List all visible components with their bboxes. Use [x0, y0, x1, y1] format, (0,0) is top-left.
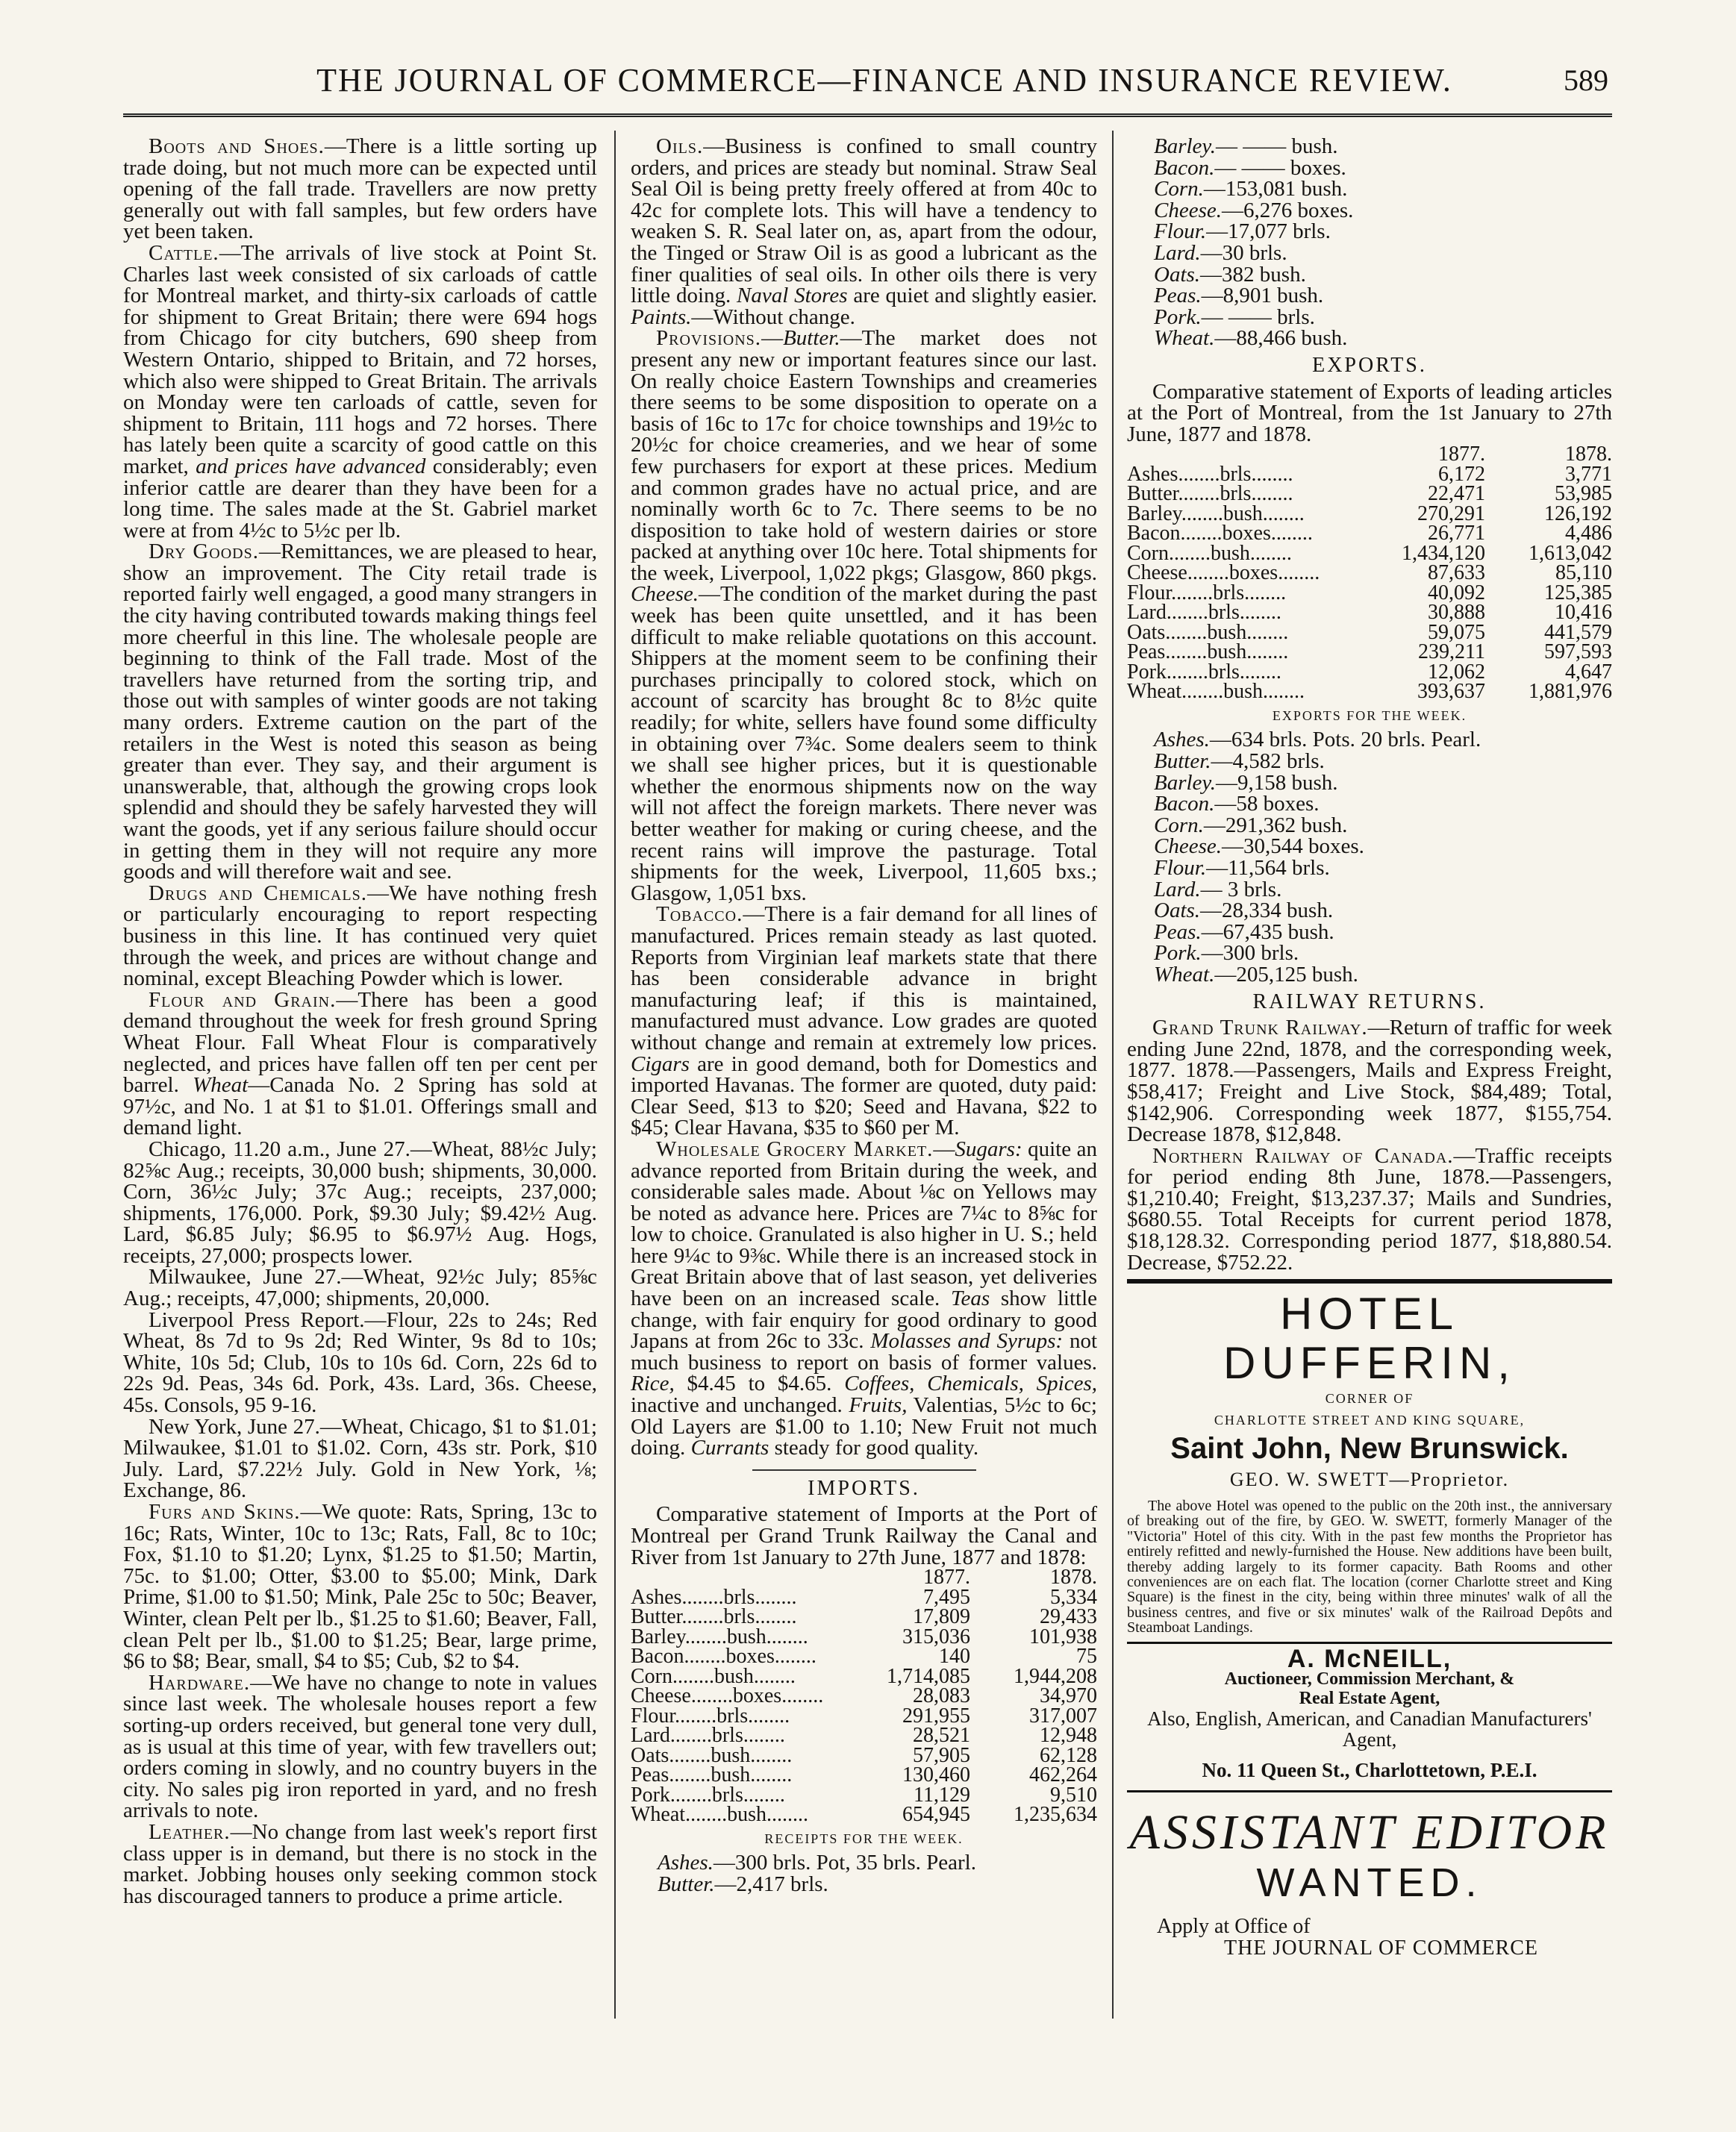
value-1878: 9,510	[1050, 1783, 1097, 1807]
unit-label: bush	[1211, 541, 1250, 565]
commodity-label: Pork	[631, 1783, 670, 1807]
assistant-editor-title: ASSISTANT EDITOR	[1129, 1805, 1610, 1860]
journal-line: THE JOURNAL OF COMMERCE	[1224, 1936, 1538, 1960]
ad-rule	[1127, 1790, 1612, 1792]
value-1878: 3,771	[1565, 462, 1612, 486]
unit-label: bush	[1223, 680, 1263, 704]
value-1877: 17,809	[913, 1605, 970, 1629]
unit-label: boxes	[725, 1645, 775, 1669]
column-middle	[631, 136, 1097, 1895]
leader-dots: ........	[748, 1704, 790, 1728]
column-right	[1127, 136, 1612, 1959]
leader-dots: ........	[753, 1664, 796, 1688]
value-1878: 441,579	[1544, 620, 1612, 644]
commodity-label: Peas	[631, 1763, 669, 1787]
hardware-paragraph: Hardware.—We have no change to note in values since last week. The wholesale houses report a few sorting-up orders received, but general tone very dull, as is usual at this time of year, with few travellers out; orders coming in slowly, and no country buyers in the city. No sales pig iron reported in yard, and no fresh arrivals to note.	[123, 1670, 597, 1823]
value-1877: 239,211	[1418, 640, 1485, 664]
leader-dots: ........	[1249, 541, 1292, 565]
leader-dots: ........	[1187, 561, 1229, 585]
commodity-label: Oats	[1127, 620, 1166, 644]
ad-rule	[1127, 1279, 1612, 1284]
table-row	[1127, 682, 1612, 702]
value-1877: 30,888	[1428, 601, 1485, 625]
value-1877: 11,129	[914, 1783, 970, 1807]
column-divider	[1112, 131, 1114, 2019]
value-1877: 1,714,085	[887, 1664, 970, 1688]
leader-dots: ........	[1262, 680, 1305, 704]
leader-dots: ........	[690, 1684, 733, 1708]
cattle-paragraph: Cattle.—The arrivals of live stock at Point St. Charles last week consisted of six carloads of cattle for Montreal market, and thirty-six carloads of cattle for shipment to Great Britain; there were 694 hogs from Chicago for city butchers, 690 sheep from Western Ontario, shipped to Britain, and 72 horses, which also were shipped to Great Britain. The arrivals on Monday were ten carloads of cattle, seven for shipment to Britain, 111 hogs and 72 horses. There has lately been quite a scarcity of good cattle on this market, and prices have advanced considerably; even inferior cattle are dearer than they have been for a long time. The sales made at the St. Gabriel market were at from 4½c to 5½c per lb.	[123, 240, 598, 543]
commodity-label: Flour	[1127, 581, 1172, 604]
value-1878: 597,593	[1544, 640, 1612, 664]
leader-dots: ........	[1251, 482, 1293, 506]
commodity-label: Cheese	[1127, 561, 1187, 585]
commodity-label: Wheat	[631, 1803, 686, 1827]
leader-dots: ........	[755, 1585, 797, 1609]
leader-dots: ........	[685, 1803, 728, 1827]
unit-label: bush	[714, 1664, 754, 1688]
value-1877: 22,471	[1428, 482, 1485, 506]
commodity-label: Oats	[631, 1743, 669, 1767]
list-item: Oats.—382 bush.	[1154, 262, 1306, 287]
unit-label: boxes	[1228, 561, 1278, 585]
leader-dots: ........	[743, 1724, 785, 1748]
list-item: Flour.—17,077 brls.	[1154, 219, 1331, 244]
column-divider	[614, 131, 616, 2019]
list-item: Barley.—9,158 bush.	[1154, 770, 1338, 795]
hotel-corner: CORNER OF	[1325, 1391, 1414, 1407]
commodity-label: Barley	[631, 1625, 685, 1648]
value-1877: 40,092	[1428, 581, 1485, 604]
unit-label: brls	[723, 1585, 755, 1609]
unit-label: bush	[1207, 620, 1247, 644]
value-1878: 125,385	[1544, 581, 1612, 604]
value-1877: 130,460	[902, 1763, 970, 1787]
northern-railway-paragraph: Northern Railway of Canada.—Traffic receipts for period ending 8th June, 1878.—Passengers, $1,210.40; Freight, $13,237.37; Mails and Sundries, $680.55. Total Receipts for current period 1878, $18,128.32. Corresponding period 1877, $18,880.54. Decrease, $752.22.	[1127, 1143, 1613, 1275]
mcneill-name: A. McNEILL,	[1287, 1644, 1452, 1673]
list-item: Lard.—30 brls.	[1154, 240, 1287, 265]
value-1878: 101,938	[1029, 1625, 1097, 1648]
exports-week-title: EXPORTS FOR THE WEEK.	[1272, 707, 1467, 723]
leader-dots: ........	[766, 1803, 808, 1827]
list-item: Barley.— —— bush.	[1154, 134, 1338, 158]
hotel-streets: CHARLOTTE STREET AND KING SQUARE,	[1214, 1412, 1526, 1428]
commodity-label: Wheat	[1127, 680, 1182, 704]
commodity-label: Pork	[1127, 660, 1167, 684]
list-item: Lard.— 3 brls.	[1154, 877, 1282, 901]
leader-dots: ........	[681, 1585, 724, 1609]
section-rule	[752, 1469, 976, 1471]
provisions-paragraph: Provisions.—Butter.—The market does not present any new or important features since our last. On really choice Eastern Townships and creameries there seems to be some disposition to operate on a basis of 16c to 17c for choice townships and 19½c to 20½c for choice creameries, and we hear of some few purchasers for export at these prices. Medium and common grades have no actual price, and are nominally worth 6c to 7c. There seems to be no disposition to take hold of western dairies or store packed at anything over 10c here. Total shipments for the week, Liverpool, 1,022 pkgs; Glasgow, 860 pkgs. Cheese.—The condition of the market during the past week has been quite unsettled, and it has been difficult to make reliable quotations on this account. Shippers at the moment seem to be confining their purchases principally to colored stock, which on account of scarcity has brought 8c to 8½c quite readily; for white, sellers have found some difficulty in obtaining over 7¾c. Some dealers seem to think we shall see higher prices, but it is questionable whether the enormous shipments now on the way will not affect the foreign markets. There never was better weather for making or curing cheese, and the recent rains will improve the pasturage. Total shipments for the week, Liverpool, 11,605 bxs.; Glasgow, 1,051 bxs.	[631, 326, 1097, 905]
list-item: Corn.—291,362 bush.	[1154, 813, 1348, 837]
newyork-paragraph: New York, June 27.—Wheat, Chicago, $1 to $1.01; Milwaukee, $1.01 to $1.02. Corn, 43s str. Pork, $10 July. Lard, $7.22½ July. Gold in New York, ⅛; Exchange, 86.	[123, 1414, 597, 1503]
unit-label: bush	[1223, 501, 1263, 525]
leader-dots: ........	[774, 1645, 817, 1669]
flour-grain-paragraph: Flour and Grain.—There has been a good demand throughout the week for fresh ground Spring Wheat Flour. Fall Wheat Flour is comparatively neglected, and prices have fallen off ten per cent per barrel. Wheat—Canada No. 2 Spring has sold at 97½c, and No. 1 at $1 to $1.01. Offerings small and demand light.	[123, 987, 598, 1140]
value-1878: 317,007	[1029, 1704, 1097, 1728]
leader-dots: ........	[750, 1743, 793, 1767]
list-item: Peas.—8,901 bush.	[1154, 284, 1324, 308]
exports-intro: Comparative statement of Exports of leading articles at the Port of Montreal, from the 1st January to 27th June, 1877 and 1878.	[1127, 379, 1612, 446]
liverpool-paragraph: Liverpool Press Report.—Flour, 22s to 24s; Red Wheat, 8s 7d to 9s 2d; Red Winter, 9s 8d to 10s; White, 10s 5d; Club, 10s to 10s 6d. Corn, 22s 6d to 22s 9d. Peas, 34s 6d. Pork, 43s. Lard, 36s. Cheese, 45s. Consols, 95 9-16.	[123, 1307, 597, 1418]
unit-label: bush	[711, 1763, 751, 1787]
value-1877: 59,075	[1428, 620, 1485, 644]
value-1878: 4,486	[1565, 522, 1612, 545]
value-1877: 270,291	[1417, 501, 1485, 525]
list-item: Wheat.—88,466 bush.	[1154, 326, 1348, 351]
mcneill-line2: Real Estate Agent,	[1299, 1689, 1440, 1709]
ad-rule	[1127, 1642, 1612, 1644]
leader-dots: ........	[1178, 482, 1220, 506]
list-item: Bacon.— —— boxes.	[1154, 155, 1346, 180]
unit-label: boxes	[1222, 522, 1271, 545]
hotel-description: The above Hotel was opened to the public on the 20th inst., the anniversary of breaking out of the fire, by GEO. W. SWETT, formerly Manager of the "Victoria" Hotel of this city. With in the past few months the Proprietor has entirely refitted and newly-furnished the House. New additions have been built, thereby adding largely to its former capacity. Bath Rooms and other conveniences are on each flat. The location (corner Charlotte street and King Square) is the finest in the city, being within three minutes' walk of all the business centres, and five or six minutes' walk of the Railroad Depôts and Steamboat Landings.	[1127, 1498, 1612, 1636]
value-1877: 6,172	[1438, 462, 1485, 486]
value-1878: 10,416	[1555, 601, 1612, 625]
leader-dots: ........	[781, 1684, 824, 1708]
value-1878: 75	[1076, 1645, 1097, 1669]
mcneill-address: No. 11 Queen St., Charlottetown, P.E.I.	[1202, 1759, 1537, 1782]
unit-label: brls	[1220, 462, 1252, 486]
commodity-label: Corn	[1127, 541, 1169, 565]
value-1877: 140	[939, 1645, 970, 1669]
leader-dots: ........	[672, 1664, 714, 1688]
exports-title: EXPORTS.	[1312, 353, 1427, 377]
unit-label: brls	[1208, 660, 1240, 684]
value-1877: 1,434,120	[1402, 541, 1485, 565]
value-1878: 53,985	[1555, 482, 1612, 506]
unit-label: brls	[1213, 581, 1245, 604]
leader-dots: ........	[1165, 620, 1208, 644]
tobacco-paragraph: Tobacco.—There is a fair demand for all lines of manufactured. Prices remain steady as last quoted. Reports from Virginian leaf markets state that there has been considerable advance in bright manufacturing leaf; if this is maintained, manufactured must advance. Low grades are quoted without change and remain at extremely low prices. Cigars are in good demand, both for Domestics and imported Havanas. The former are quoted, duty paid: Clear Seed, $13 to $20; Seed and Havana, $22 to $45; Clear Havana, $35 to $60 per M.	[631, 902, 1097, 1140]
value-1877: 57,905	[913, 1743, 970, 1767]
leader-dots: ........	[1166, 660, 1208, 684]
leader-dots: ........	[669, 1763, 711, 1787]
commodity-label: Cheese	[631, 1684, 691, 1708]
leader-dots: ........	[750, 1763, 793, 1787]
unit-label: bush	[727, 1803, 766, 1827]
value-1878: 1,235,634	[1014, 1803, 1097, 1827]
table-row	[631, 1805, 1097, 1825]
leader-dots: ........	[1165, 640, 1208, 664]
leader-dots: ........	[1239, 660, 1281, 684]
leader-dots: ........	[743, 1783, 785, 1807]
apply-line: Apply at Office of	[1157, 1915, 1311, 1939]
mcneill-line1: Auctioneer, Commission Merchant, &	[1224, 1669, 1515, 1689]
railway-title: RAILWAY RETURNS.	[1252, 990, 1487, 1013]
value-1877: 28,083	[913, 1684, 970, 1708]
commodity-label: Ashes	[1127, 462, 1178, 486]
furs-paragraph: Furs and Skins.—We quote: Rats, Spring, 13c to 16c; Rats, Winter, 10c to 13c; Rats, Fall, 8c to 10c; Fox, $1.10 to $1.20; Lynx, $1.25 to $1.50; Martin, 75c. to $1.00; Otter, $3.00 to $5.00; Mink, Dark Prime, $1.00 to $1.50; Mink, Pale 25c to 50c; Beaver, Winter, clean Pelt per lb., $1.25 to $1.60; Beaver, Fall, clean Pelt per lb., $1.00 to $1.25; Bear, large prime, $6 to $8; Bear, small, $4 to $5; Cub, $2 to $4.	[123, 1500, 597, 1674]
milwaukee-paragraph: Milwaukee, June 27.—Wheat, 92½c July; 85⅝c Aug.; receipts, 47,000; shipments, 20,000.	[123, 1265, 597, 1311]
leader-dots: ........	[1181, 501, 1223, 525]
header-rule	[123, 113, 1612, 117]
value-1878: 85,110	[1555, 561, 1612, 585]
value-1877: 654,945	[902, 1803, 970, 1827]
imports-intro: Comparative statement of Imports at the Port of Montreal per Grand Trunk Railway the Canal and River from 1st January to 27th June, 1877 and 1878:	[631, 1502, 1097, 1569]
value-1877: 26,771	[1428, 522, 1485, 545]
dry-goods-paragraph: Dry Goods.—Remittances, we are pleased to hear, show an improvement. The City retail trade is reported fairly well engaged, a good many strangers in the city having contributed towards making things feel more cheerful in this line. The wholesale people are beginning to think of the Fall trade. Most of the travellers have returned from the sorting trip, and those out with samples of winter goods are not taking many orders. Extreme caution on the part of the retailers in the West is noted this season as being greater than ever. They say, and their argument is unanswerable, that, although the growing crops look splendid and should they be safely harvested they will want the goods, yet if any serious failure should occur in getting them in they will not require any more goods and will therefore wait and see.	[123, 540, 597, 884]
value-1878: 126,192	[1544, 501, 1612, 525]
leader-dots: ........	[1180, 522, 1223, 545]
unit-label: brls	[711, 1783, 743, 1807]
value-1878: 5,334	[1050, 1585, 1097, 1609]
unit-label: brls	[1220, 482, 1252, 506]
list-item: Butter.—2,417 brls.	[658, 1872, 828, 1896]
unit-label: brls	[723, 1605, 755, 1629]
chicago-paragraph: Chicago, 11.20 a.m., June 27.—Wheat, 88½c July; 82⅝c Aug.; receipts, 30,000 bush; shipments, 30,000. Corn, 36½c July; 37c Aug.; receipts, 237,000; shipments, 176,000. Pork, $9.30 July; $9.42½ Aug. Lard, $6.85 July; $6.95 to $6.97½ Aug. Hogs, receipts, 27,000; prospects lower.	[123, 1137, 597, 1268]
value-1878: 1,881,976	[1529, 680, 1612, 704]
mcneill-line3: Also, English, American, and Canadian Manufacturers' Agent,	[1147, 1707, 1592, 1751]
leader-dots: ........	[1166, 601, 1208, 625]
commodity-label: Butter	[1127, 482, 1178, 506]
hotel-proprietor: GEO. W. SWETT—Proprietor.	[1229, 1469, 1510, 1491]
leader-dots: ........	[1246, 620, 1289, 644]
unit-label: brls	[1208, 601, 1240, 625]
leader-dots: ........	[755, 1605, 797, 1629]
commodity-label: Barley	[1127, 501, 1181, 525]
list-item: Cheese.—6,276 boxes.	[1154, 198, 1354, 222]
leader-dots: ........	[1270, 522, 1313, 545]
value-1877: 393,637	[1417, 680, 1485, 704]
commodity-label: Lard	[1127, 601, 1167, 625]
list-item: Oats.—28,334 bush.	[1154, 898, 1334, 923]
value-1877: 7,495	[923, 1585, 970, 1609]
value-1878: 29,433	[1040, 1605, 1097, 1629]
commodity-label: Flour	[631, 1704, 675, 1728]
value-1877: 28,521	[913, 1724, 970, 1748]
commodity-label: Bacon	[1127, 522, 1181, 545]
commodity-label: Peas	[1127, 640, 1166, 664]
leader-dots: ........	[1262, 501, 1305, 525]
drugs-paragraph: Drugs and Chemicals.—We have nothing fresh or particularly encouraging to report respecting business in this line. It has continued very quiet through the week, and prices are without change and nominal, except Bleaching Powder which is lower.	[123, 881, 597, 991]
list-item: Butter.—4,582 brls.	[1154, 749, 1325, 773]
commodity-label: Corn	[631, 1664, 672, 1688]
leader-dots: ........	[1169, 541, 1211, 565]
leader-dots: ........	[1251, 462, 1293, 486]
exports-table: 1877. 1878. Ashes........brls........ 6,172 3,771 Butter........brls........ 22,471 53,985 Barley........bush........ 270,291 126,192 Bacon........boxes........ 26,771 4,486 Corn........bush........ 1,434,120 1,613,042 Cheese........boxes........ 87,633 85,110 Flour........brls........ 40,092 125,385 Lard........brls........ 30,888 10,416 Oats........bush........ 59,075 441,579 Peas........bush........ 239,211 597,593 Pork........brls........ 12,062 4,647 Wheat........bush........ 393,637 1,881,976	[1127, 443, 1612, 704]
grocery-paragraph: Wholesale Grocery Market.—Sugars: quite an advance reported from Britain during the week, and considerable sales made. About ⅛c on Yellows may be noted as advance here. Prices are 7¼c to 8⅝c for low to choice. Granulated is also higher in U. S.; held here 9¼c to 9⅜c. While there is an increased stock in Great Britain above that of last season, yet deliveries have been on an increased scale. Teas show little change, with fair enquiry for good ordinary to good Japans at from 26c to 33c. Molasses and Syrups: not much business to report on basis of former values. Rice, $4.45 to $4.65. Coffees, Chemicals, Spices, inactive and unchanged. Fruits, Valentias, 5½c to 6c; Old Layers are $1.00 to 1.10; New Fruit not much doing. Currants steady for good quality.	[631, 1137, 1098, 1460]
unit-label: brls	[716, 1704, 749, 1728]
value-1877: 12,062	[1428, 660, 1485, 684]
value-1878: 1,613,042	[1529, 541, 1612, 565]
leader-dots: ........	[1181, 680, 1224, 704]
leader-dots: ........	[1246, 640, 1289, 664]
list-item: Peas.—67,435 bush.	[1154, 919, 1334, 944]
hotel-name: HOTEL DUFFERIN,	[1223, 1289, 1516, 1389]
page-number: 589	[1564, 63, 1608, 97]
commodity-label: Lard	[631, 1724, 670, 1748]
wanted-label: WANTED.	[1256, 1860, 1483, 1906]
unit-label: bush	[711, 1743, 751, 1767]
list-item: Pork.— —— brls.	[1154, 304, 1315, 329]
oils-paragraph: Oils.—Business is confined to small country orders, and prices are steady but nominal. Straw Seal Seal Oil is being pretty freely offered at from 40c to 42c for complete lots. This will have a tendency to weaken S. R. Seal later on, as, apart from the odour, the Tinged or Straw Oil is as good a lubricant as the finer qualities of seal oils. In other oils there is very little doing. Naval Stores are quiet and slightly easier. Paints.—Without change.	[631, 134, 1098, 329]
value-1878: 4,647	[1565, 660, 1612, 684]
commodity-label: Ashes	[631, 1585, 682, 1609]
value-1878: 462,264	[1029, 1763, 1097, 1787]
leader-dots: ........	[675, 1704, 717, 1728]
list-item: Bacon.—58 boxes.	[1154, 792, 1320, 816]
leader-dots: ........	[1244, 581, 1287, 604]
receipts-week-title: RECEIPTS FOR THE WEEK.	[764, 1831, 964, 1846]
grand-trunk-paragraph: Grand Trunk Railway.—Return of traffic for week ending June 22nd, 1878, and the corresponding week, 1877. 1878.—Passengers, Mails and Express Freight, $58,417; Freight and Live Stock, $84,489; Total, $142,906. Corresponding week 1877, $155,754. Decrease 1878, $12,848.	[1127, 1016, 1612, 1147]
imports-title: IMPORTS.	[808, 1476, 920, 1500]
value-1877: 87,633	[1428, 561, 1485, 585]
leader-dots: ........	[1178, 462, 1220, 486]
list-item: Cheese.—30,544 boxes.	[1154, 834, 1364, 859]
list-item: Wheat.—205,125 bush.	[1154, 962, 1358, 987]
leader-dots: ........	[1171, 581, 1214, 604]
boots-paragraph: Boots and Shoes.—There is a little sorting up trade doing, but not much more can be expected until opening of the fall trade. Travellers are now pretty generally out with fall samples, but few orders have yet been taken.	[123, 134, 597, 244]
leader-dots: ........	[681, 1605, 724, 1629]
list-item: Pork.—300 brls.	[1154, 941, 1299, 966]
leader-dots: ........	[669, 1783, 712, 1807]
list-item: Ashes.—300 brls. Pot, 35 brls. Pearl.	[658, 1851, 976, 1875]
unit-label: bush	[726, 1625, 766, 1648]
list-item: Ashes.—634 brls. Pots. 20 brls. Pearl.	[1154, 728, 1481, 752]
column-left	[123, 136, 597, 1907]
value-1878: 62,128	[1040, 1743, 1097, 1767]
leather-paragraph: Leather.—No change from last week's report first class upper is in demand, but there is no stock in the market. Jobbing houses only seeking common stock has discouraged tanners to produce a prime article.	[123, 1819, 597, 1908]
list-item: Corn.—153,081 bush.	[1154, 177, 1348, 201]
value-1878: 34,970	[1040, 1684, 1097, 1708]
leader-dots: ........	[669, 1743, 711, 1767]
commodity-label: Butter	[631, 1605, 682, 1629]
value-1878: 1,944,208	[1014, 1664, 1097, 1688]
commodity-label: Bacon	[631, 1645, 684, 1669]
unit-label: boxes	[732, 1684, 782, 1708]
page-header	[123, 58, 1608, 104]
leader-dots: ........	[766, 1625, 808, 1648]
value-1877: 315,036	[902, 1625, 970, 1648]
leader-dots: ........	[1278, 561, 1320, 585]
imports-table: 1877. 1878. Ashes........brls........ 7,495 5,334 Butter........brls........ 17,809 29,433 Barley........bush........ 315,036 101,938 Bacon........boxes........ 140 75 Corn........bush........ 1,714,085 1,944,208 Cheese........boxes........ 28,083 34,970 Flour........brls........ 291,955 317,007 Lard........brls........ 28,521 12,948 Oats........bush........ 57,905 62,128 Peas........bush........ 130,460 462,264 Pork........brls........ 11,129 9,510 Wheat........bush........ 654,945 1,235,634	[631, 1566, 1097, 1827]
unit-label: brls	[711, 1724, 743, 1748]
value-1878: 12,948	[1040, 1724, 1097, 1748]
journal-title: THE JOURNAL OF COMMERCE—FINANCE AND INSURANCE REVIEW.	[316, 62, 1452, 99]
leader-dots: ........	[684, 1645, 726, 1669]
leader-dots: ........	[669, 1724, 712, 1748]
unit-label: bush	[1207, 640, 1247, 664]
hotel-city: Saint John, New Brunswick.	[1170, 1432, 1569, 1466]
list-item: Flour.—11,564 brls.	[1154, 855, 1330, 880]
value-1877: 291,955	[902, 1704, 970, 1728]
leader-dots: ........	[684, 1625, 727, 1648]
leader-dots: ........	[1239, 601, 1281, 625]
